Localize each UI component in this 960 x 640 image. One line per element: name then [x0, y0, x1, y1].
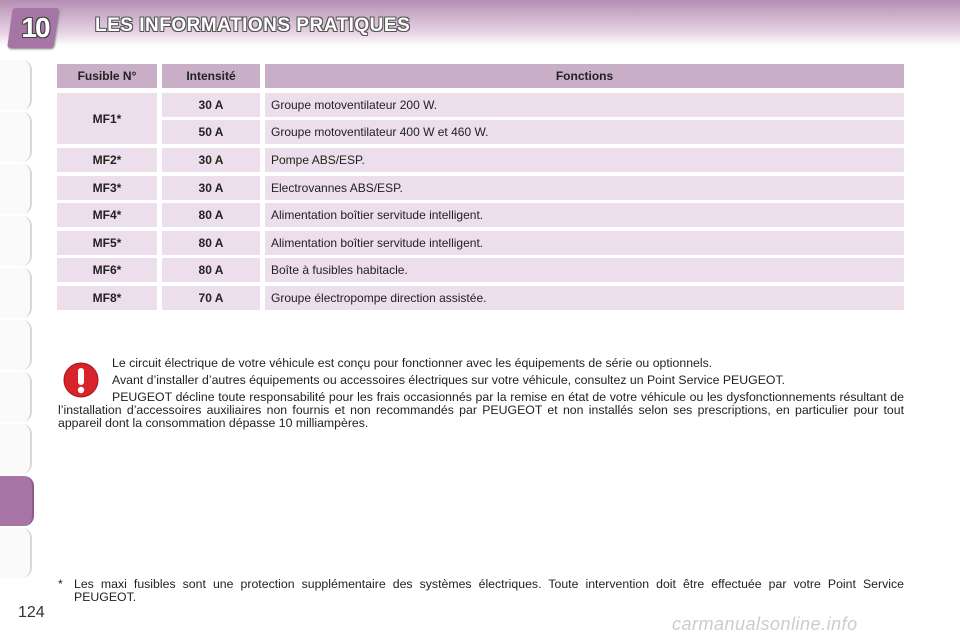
- warning-text: [58, 357, 904, 434]
- footnote: [58, 578, 904, 604]
- side-tab[interactable]: [0, 372, 32, 422]
- chapter-number: 10: [21, 12, 49, 43]
- side-tab[interactable]: [0, 424, 32, 474]
- page-number: 124: [18, 604, 45, 621]
- warning-paragraph: Avant d’installer d’autres équipements ou accessoires électriques sur votre véhicule, consultez un Point Service PEUGEOT.: [112, 373, 786, 387]
- function-cell: Pompe ABS/ESP.: [265, 148, 904, 172]
- fuse-number-cell: MF5*: [57, 231, 157, 255]
- function-cell: Electrovannes ABS/ESP.: [265, 176, 904, 200]
- footnote-marker: *: [58, 577, 63, 591]
- chapter-side-tabs: [0, 60, 34, 580]
- side-tab[interactable]: [0, 528, 32, 578]
- intensity-cell: 30 A: [162, 176, 260, 200]
- page-title: LES INFORMATIONS PRATIQUES: [95, 15, 411, 36]
- fuse-number-cell: MF3*: [57, 176, 157, 200]
- intensity-cell: 70 A: [162, 286, 260, 310]
- intensity-cell: 50 A: [162, 120, 260, 144]
- intensity-cell: 80 A: [162, 203, 260, 227]
- side-tab[interactable]: [0, 60, 32, 110]
- fuse-number-cell: MF1*: [57, 93, 157, 144]
- side-tab[interactable]: [0, 320, 32, 370]
- column-header-fuse: Fusible N°: [57, 64, 157, 88]
- intensity-cell: 30 A: [162, 148, 260, 172]
- fuse-number-cell: MF6*: [57, 258, 157, 282]
- intensity-cell: 30 A: [162, 93, 260, 117]
- side-tab[interactable]: [0, 216, 32, 266]
- warning-paragraph: Le circuit électrique de votre véhicule est conçu pour fonctionner avec les équipements de série ou optionnels.: [112, 356, 713, 370]
- function-cell: Groupe motoventilateur 400 W et 460 W.: [265, 120, 904, 144]
- watermark: carmanualsonline.info: [672, 614, 858, 634]
- function-cell: Alimentation boîtier servitude intelligent.: [265, 231, 904, 255]
- function-cell: Boîte à fusibles habitacle.: [265, 258, 904, 282]
- side-tab[interactable]: [0, 164, 32, 214]
- fuse-number-cell: MF8*: [57, 286, 157, 310]
- function-cell: Groupe motoventilateur 200 W.: [265, 93, 904, 117]
- footnote-text: Les maxi fusibles sont une protection supplémentaire des systèmes électriques. Toute intervention doit être effectuée par votre Point Service PEUGEOT.: [74, 577, 904, 604]
- column-header-functions: Fonctions: [265, 64, 904, 88]
- side-tab[interactable]: [0, 268, 32, 318]
- fuse-number-cell: MF4*: [57, 203, 157, 227]
- intensity-cell: 80 A: [162, 258, 260, 282]
- intensity-cell: 80 A: [162, 231, 260, 255]
- function-cell: Alimentation boîtier servitude intelligent.: [265, 203, 904, 227]
- fuse-number-cell: MF2*: [57, 148, 157, 172]
- warning-paragraph: PEUGEOT décline toute responsabilité pour les frais occasionnés par la remise en état de votre véhicule ou les dysfonctionnements résultant de l’installation d’accessoires auxiliaires non fournis et non recommandés par PEUGEOT et non installés selon ses prescriptions, en particulier pour tout appareil dont la consommation dépasse 10 milliampères.: [58, 390, 904, 430]
- side-tab-active[interactable]: [0, 476, 34, 526]
- column-header-intensity: Intensité: [162, 64, 260, 88]
- side-tab[interactable]: [0, 112, 32, 162]
- function-cell: Groupe électropompe direction assistée.: [265, 286, 904, 310]
